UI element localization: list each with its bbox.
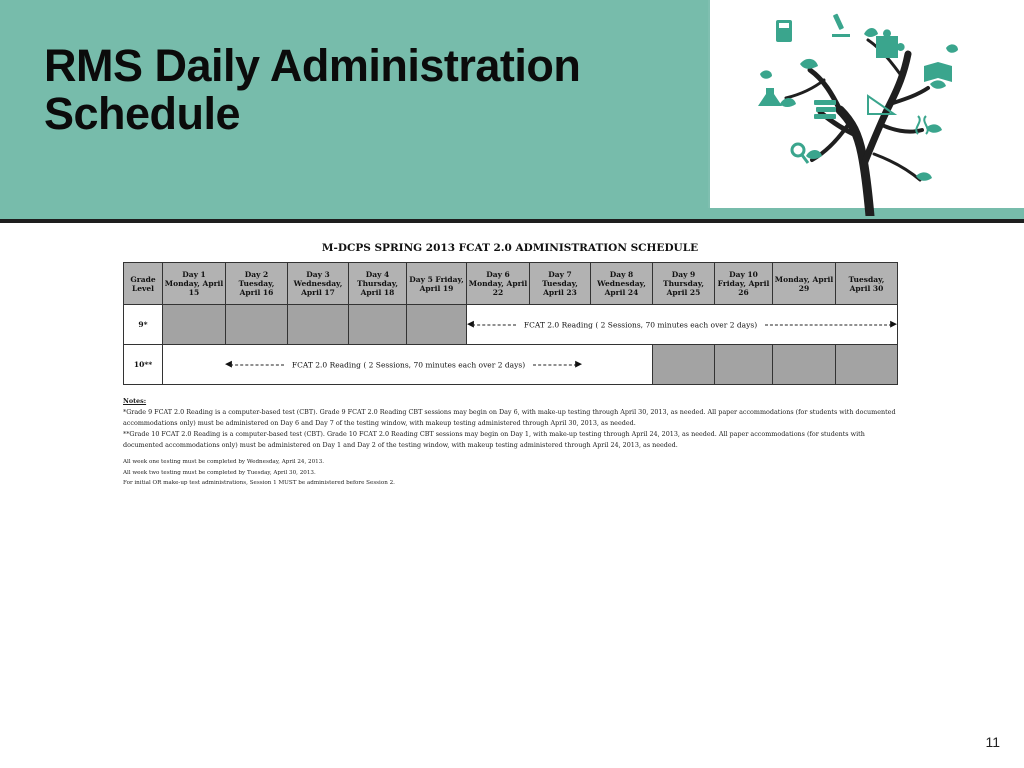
note-grade-10: **Grade 10 FCAT 2.0 Reading is a computer-based test (CBT). Grade 10 FCAT 2.0 Reading CBT sessions may begin on Day 1, with make-up testing through April 24, 2013, as needed. All paper accommodations (for students with documented accommodations only) must be administered on Day 1 and Day 2 of the testing window, with makeup testing administered through April 24, 2013, as needed. <box>123 430 865 449</box>
books-stack-icon <box>814 100 836 119</box>
dashed-line <box>533 364 577 365</box>
testing-window-cell <box>163 345 653 385</box>
schedule-table <box>123 262 898 385</box>
grade-cell: 10** <box>124 345 163 385</box>
arrow-left-icon: ◀ <box>467 319 474 329</box>
header-divider <box>0 219 1024 223</box>
blocked-cell <box>226 305 288 345</box>
blocked-cell <box>163 305 226 345</box>
magnifier-icon <box>792 144 808 163</box>
header-day: Day 5 Friday, April 19 <box>407 263 467 305</box>
note-session-order: For initial OR make-up test administrations, Session 1 MUST be administered before Session 2. <box>123 480 395 486</box>
blocked-cell <box>349 305 407 345</box>
schedule-title: M-DCPS SPRING 2013 FCAT 2.0 ADMINISTRATION SCHEDULE <box>321 242 699 254</box>
dashed-line <box>472 324 516 325</box>
header-day: Day 8 Wednesday, April 24 <box>591 263 653 305</box>
dashed-line <box>230 364 284 365</box>
header-day: Day 9 Thursday, April 25 <box>653 263 715 305</box>
arrow-right-icon: ▶ <box>575 359 583 369</box>
testing-window-label: FCAT 2.0 Reading ( 2 Sessions, 70 minutes each over 2 days) <box>291 360 526 369</box>
arrow-right-icon: ▶ <box>890 319 897 329</box>
arrow-left-icon: ◀ <box>225 359 232 369</box>
blocked-cell <box>773 345 836 385</box>
puzzle-icon <box>876 29 905 58</box>
header-day: Day 10 Friday, April 26 <box>715 263 773 305</box>
header-day: Day 3 Wednesday, April 17 <box>288 263 349 305</box>
calculator-icon <box>776 20 792 42</box>
book-icon <box>924 62 952 82</box>
grade-cell: 9* <box>124 305 163 345</box>
page-number: 11 <box>985 734 1000 750</box>
notes-heading: Notes: <box>123 397 147 405</box>
blocked-cell <box>653 345 715 385</box>
tree-illustration <box>740 4 970 216</box>
microscope-icon <box>832 13 850 37</box>
header-day: Monday, April 29 <box>773 263 836 305</box>
schedule-header-row <box>124 263 898 305</box>
notes-section <box>123 396 897 489</box>
header-day: Day 7 Tuesday, April 23 <box>530 263 591 305</box>
header-day: Day 1 Monday, April 15 <box>163 263 226 305</box>
testing-window-span <box>467 320 897 329</box>
note-grade-9: *Grade 9 FCAT 2.0 Reading is a computer-based test (CBT). Grade 9 FCAT 2.0 Reading CBT sessions may begin on Day 6, with make-up testing through April 30, 2013, as needed. All paper accommodations (for students with documented accommodations only) must be administered on Day 6 and Day 7 of the testing window, with makeup testing administered through April 30, 2013, as needed. <box>123 408 896 427</box>
header-day: Day 4 Thursday, April 18 <box>349 263 407 305</box>
table-row <box>124 345 898 385</box>
testing-window-cell <box>467 305 898 345</box>
note-week-one: All week one testing must be completed by Wednesday, April 24, 2013. <box>123 459 325 465</box>
dashed-line <box>765 324 892 325</box>
slide-title: RMS Daily Administration Schedule <box>44 40 581 139</box>
note-week-two: All week two testing must be completed by Tuesday, April 30, 2013. <box>123 469 316 476</box>
header-day: Day 2 Tuesday, April 16 <box>226 263 288 305</box>
table-row <box>124 305 898 345</box>
header-day: Day 6 Monday, April 22 <box>467 263 530 305</box>
blocked-cell <box>836 345 898 385</box>
blocked-cell <box>407 305 467 345</box>
testing-window-label: FCAT 2.0 Reading ( 2 Sessions, 70 minutes each over 2 days) <box>523 320 758 329</box>
testing-window-span <box>163 360 652 369</box>
header-grade-level: Grade Level <box>124 263 163 305</box>
flask-icon <box>758 88 782 106</box>
blocked-cell <box>288 305 349 345</box>
header-day: Tuesday, April 30 <box>836 263 898 305</box>
blocked-cell <box>715 345 773 385</box>
